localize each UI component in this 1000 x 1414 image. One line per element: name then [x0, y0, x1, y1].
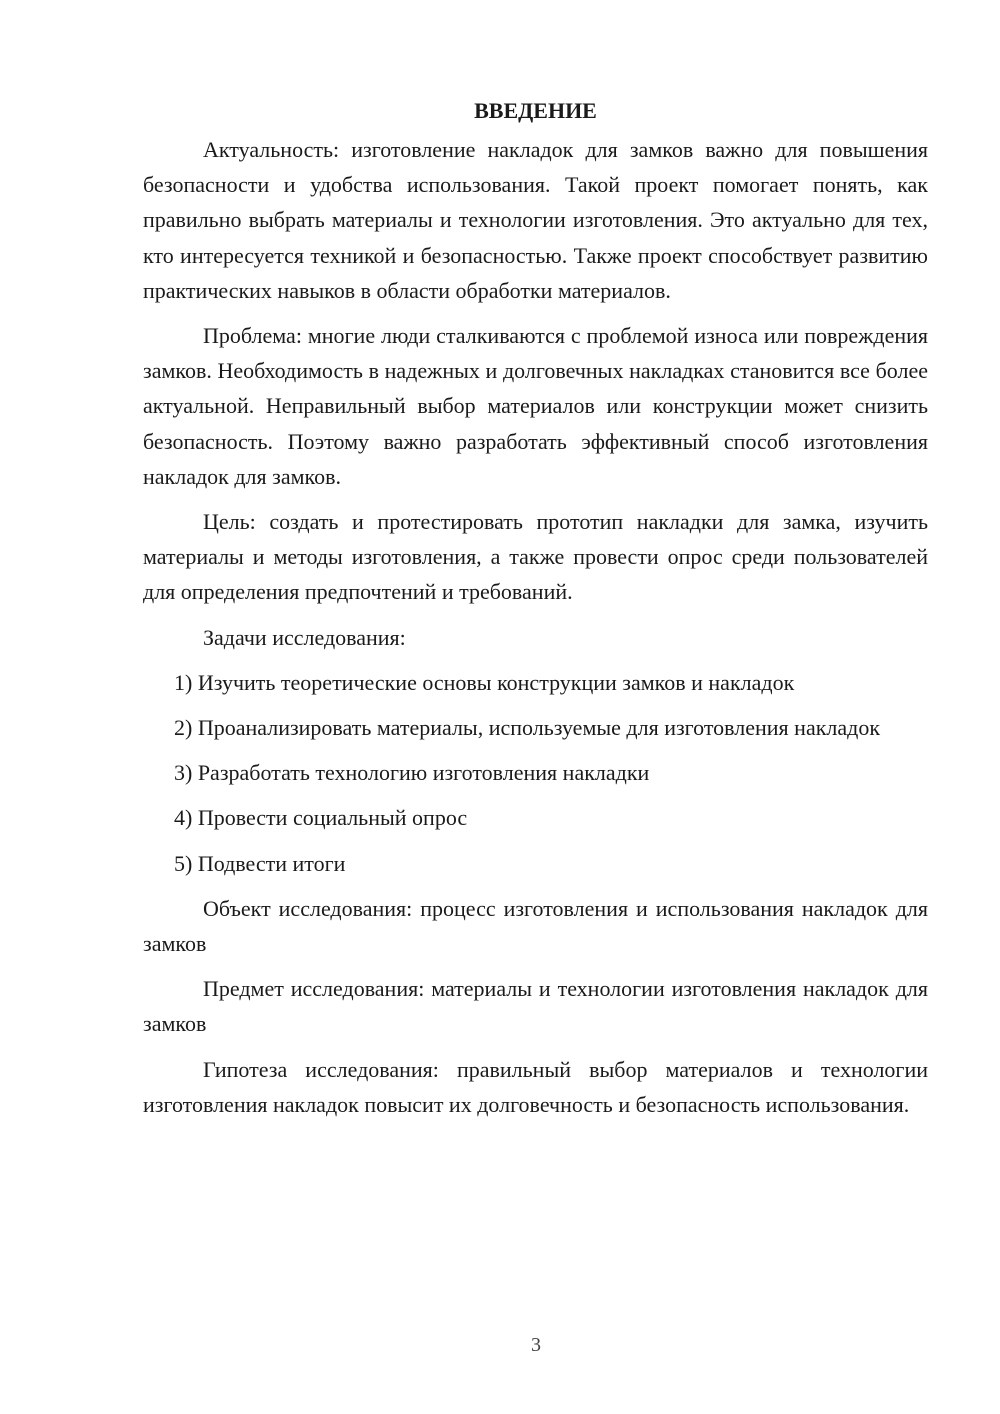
- task-item: 4) Провести социальный опрос: [174, 805, 468, 831]
- document-page: [143, 96, 928, 1132]
- paragraph-tasks-heading: Задачи исследования:: [203, 624, 406, 650]
- task-item: 1) Изучить теоретические основы конструкции замков и накладок: [174, 669, 795, 695]
- paragraph-object: Объект исследования: процесс изготовления и использования накладок для замков: [143, 895, 928, 957]
- paragraph-goal: Цель: создать и протестировать прототип накладки для замка, изучить материалы и методы изготовления, а также провести опрос среди пользователей для определения предпочтений и требований.: [143, 509, 928, 605]
- section-title: ВВЕДЕНИЕ: [474, 98, 597, 123]
- paragraph-relevance: Актуальность: изготовление накладок для замков важно для повышения безопасности и удобства использования. Такой проект помогает понять, как правильно выбрать материалы и технологии изготовления. Это актуально для тех, кто интересуется техникой и безопасностью. Также проект способствует развитию практических навыков в области обработки материалов.: [143, 137, 928, 303]
- task-item: 3) Разработать технологию изготовления накладки: [174, 760, 650, 786]
- task-item: 2) Проанализировать материалы, используемые для изготовления накладок: [174, 715, 881, 741]
- page-number: 3: [531, 1334, 541, 1356]
- paragraph-hypothesis: Гипотеза исследования: правильный выбор материалов и технологии изготовления накладок повысит их долговечность и безопасность использования.: [143, 1056, 928, 1117]
- task-item: 5) Подвести итоги: [174, 850, 346, 876]
- paragraph-subject: Предмет исследования: материалы и технологии изготовления накладок для замков: [143, 976, 928, 1037]
- paragraph-problem: Проблема: многие люди сталкиваются с проблемой износа или повреждения замков. Необходимость в надежных и долговечных накладках становится все более актуальной. Неправильный выбор материалов или конструкции может снизить безопасность. Поэтому важно разработать эффективный способ изготовления накладок для замков.: [143, 323, 928, 489]
